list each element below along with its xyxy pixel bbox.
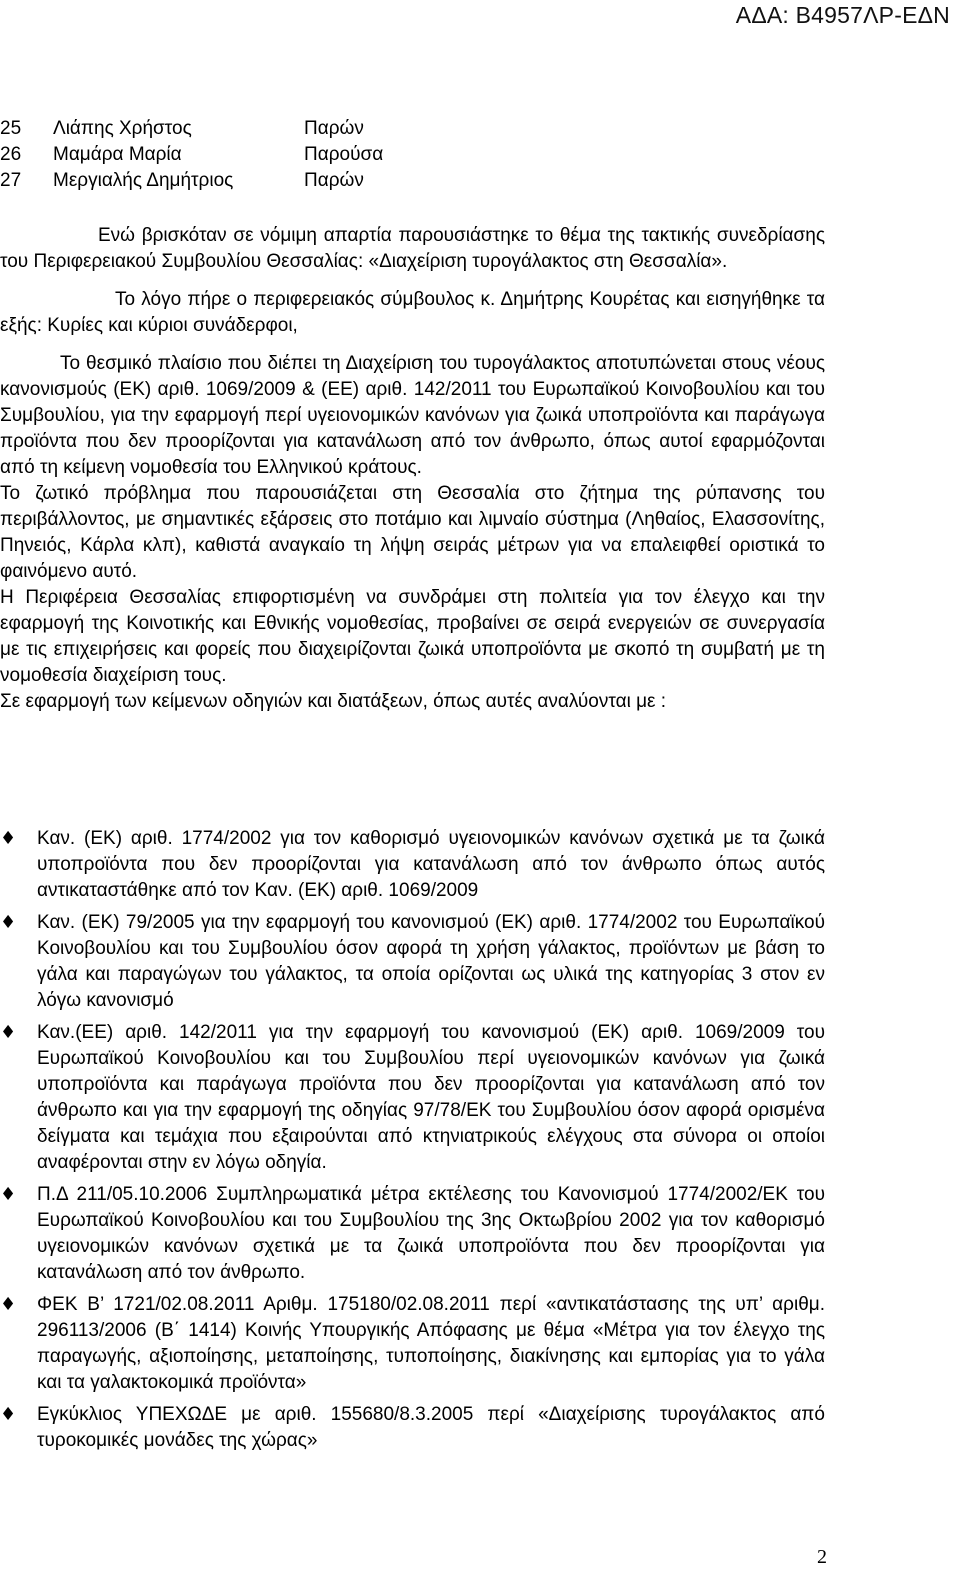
attendance-number: 25 xyxy=(0,118,22,139)
attendance-number: 27 xyxy=(0,170,22,191)
attendance-number: 26 xyxy=(0,144,22,165)
region-paragraph: Η Περιφέρεια Θεσσαλίας επιφορτισμένη να συνδράμει στη πολιτεία για τον έλεγχο και την εφαρμογή της Κοινοτικής και Εθνικής νομοθεσίας, προβαίνει σε σειρά ενεργειών σε συνεργασία με τις επιχειρήσεις και φορείς που διαχειρίζονται ζωικά υποπροϊόντα με σκοπό τη συμβατή με τη νομοθεσία διαχείριση τους. xyxy=(0,587,825,686)
problem-paragraph: Το ζωτικό πρόβλημα που παρουσιάζεται στη Θεσσαλία στο ζήτημα της ρύπανσης του περιβάλλοντος, με σημαντικές εξάρσεις στο ποτάμιο και λιμναίο σύστημα (Ληθαίος, Ελασσονίτης, Πηνειός, Κάρλα κλπ), καθιστά αναγκαίο τη λήψη σειράς μέτρων για να επαλειφθεί οριστικά το φαινόμενο αυτό. xyxy=(0,483,825,582)
page-number: 2 xyxy=(817,1546,827,1568)
list-item-text: Καν. (ΕΚ) αριθ. 1774/2002 για τον καθορισμό υγειονομικών κανόνων σχετικά με τα ζωικά υποπροϊόντα που δεν προορίζονται για κατανάλωση από τον άνθρωπο όπως αυτός αντικαταστάθηκε από τον Καν. (ΕΚ) αριθ. 1069/2009 xyxy=(37,828,825,901)
diamond-bullet-icon: ♦ xyxy=(0,912,17,933)
intro-paragraph: Ενώ βρισκόταν σε νόμιμη απαρτία παρουσιάστηκε το θέμα της τακτικής συνεδρίασης του Περιφερειακού Συμβουλίου Θεσσαλίας: «Διαχείριση τυρογάλακτος στη Θεσσαλία». xyxy=(0,225,825,272)
diamond-bullet-icon: ♦ xyxy=(0,1294,17,1315)
list-item xyxy=(0,1402,825,1454)
list-item-text: Εγκύκλιος ΥΠΕΧΩΔΕ με αριθ. 155680/8.3.2005 περί «Διαχείρισης τυρογάλακτος από τυροκομικές μονάδες της χώρας» xyxy=(37,1404,825,1451)
attendance-status: Παρών xyxy=(304,170,364,191)
diamond-bullet-icon: ♦ xyxy=(0,828,17,849)
implementation-paragraph: Σε εφαρμογή των κείμενων οδηγιών και διατάξεων, όπως αυτές αναλύονται με : xyxy=(0,691,667,712)
list-item xyxy=(0,910,825,1014)
legislation-list xyxy=(0,826,825,1454)
list-item xyxy=(0,826,825,904)
ada-code: ΑΔΑ: Β4957ΛΡ-ΕΔΝ xyxy=(735,2,950,28)
diamond-bullet-icon: ♦ xyxy=(0,1022,17,1043)
attendance-list xyxy=(0,116,500,194)
attendance-name: Μαμάρα Μαρία xyxy=(53,144,182,165)
list-item-text: Π.Δ 211/05.10.2006 Συμπληρωματικά μέτρα εκτέλεσης του Κανονισμού 1774/2002/ΕΚ του Ευρωπαϊκού Κοινοβουλίου και του Συμβουλίου της 3ης Οκτωβρίου 2002 για τον καθορισμό υγειονομικών κανόνων σχετικά με τα ζωικά υποπροϊόντα που δεν προορίζονται για κατανάλωση από τον άνθρωπο. xyxy=(37,1184,825,1283)
list-item-text: Καν.(ΕΕ) αριθ. 142/2011 για την εφαρμογή του κανονισμού (ΕΚ) αριθ. 1069/2009 του Ευρωπαϊκού Κοινοβουλίου και του Συμβουλίου περί υγειονομικών κανόνων για ζωικά υποπροϊόντα και παράγωγα προϊόντα που δεν προορίζονται για κατανάλωση από τον άνθρωπο και για την εφαρμογή της οδηγίας 97/78/ΕΚ του Συμβουλίου όσον αφορά ορισμένα δείγματα και τεμάχια που εξαιρούνται από κτηνιατρικούς ελέγχους στα σύνορα οι οποίοι αναφέρονται στην εν λόγω οδηγία. xyxy=(37,1022,825,1173)
attendance-row xyxy=(0,168,500,194)
attendance-name: Λιάπης Χρήστος xyxy=(53,118,192,139)
attendance-status: Παρούσα xyxy=(304,144,384,165)
list-item-text: Καν. (ΕΚ) 79/2005 για την εφαρμογή του κανονισμού (ΕΚ) αριθ. 1774/2002 του Ευρωπαϊκού Κοινοβουλίου και του Συμβουλίου όσον αφορά τη χρήση γάλακτος, προϊόντων με βάση το γάλα και παραγώγων του γάλακτος, τα οποία ορίζονται ως υλικά της κατηγορίας 3 στον εν λόγω κανονισμό xyxy=(37,912,825,1011)
list-item xyxy=(0,1020,825,1176)
list-item xyxy=(0,1182,825,1286)
attendance-row xyxy=(0,142,500,168)
attendance-name: Μεργιαλής Δημήτριος xyxy=(53,170,234,191)
speaker-paragraph: Το λόγο πήρε ο περιφερειακός σύμβουλος κ. Δημήτρης Κουρέτας και εισηγήθηκε τα εξής: Κυρίες και κύριοι συνάδερφοι, xyxy=(0,289,825,336)
list-item-text: ΦΕΚ Β’ 1721/02.08.2011 Αριθμ. 175180/02.08.2011 περί «αντικατάστασης της υπ’ αριθμ. 296113/2006 (Β΄ 1414) Κοινής Υπουργικής Απόφασης με θέμα «Μέτρα για τον έλεγχο της παραγωγής, αξιοποίησης, μεταποίησης, τυποποίησης, διακίνησης και εμπορίας για το γάλα και τα γαλακτοκομικά προϊόντα» xyxy=(37,1294,825,1393)
attendance-row xyxy=(0,116,500,142)
list-item xyxy=(0,1292,825,1396)
framework-paragraph: Το θεσμικό πλαίσιο που διέπει τη Διαχείριση του τυρογάλακτος αποτυπώνεται στους νέους κανονισμούς (ΕΚ) αριθ. 1069/2009 & (ΕΕ) αριθ. 142/2011 του Ευρωπαϊκού Κοινοβουλίου και του Συμβουλίου, για την εφαρμογή περί υγειονομικών κανόνων για ζωικά υποπροϊόντα και παράγωγα προϊόντα που δεν προορίζονται για κατανάλωση από τον άνθρωπο, όπως αυτοί εφαρμόζονται από τη κείμενη νομοθεσία του Ελληνικού κράτους. xyxy=(0,353,825,478)
document-body xyxy=(0,223,825,715)
diamond-bullet-icon: ♦ xyxy=(0,1184,17,1205)
attendance-status: Παρών xyxy=(304,118,364,139)
diamond-bullet-icon: ♦ xyxy=(0,1404,17,1425)
